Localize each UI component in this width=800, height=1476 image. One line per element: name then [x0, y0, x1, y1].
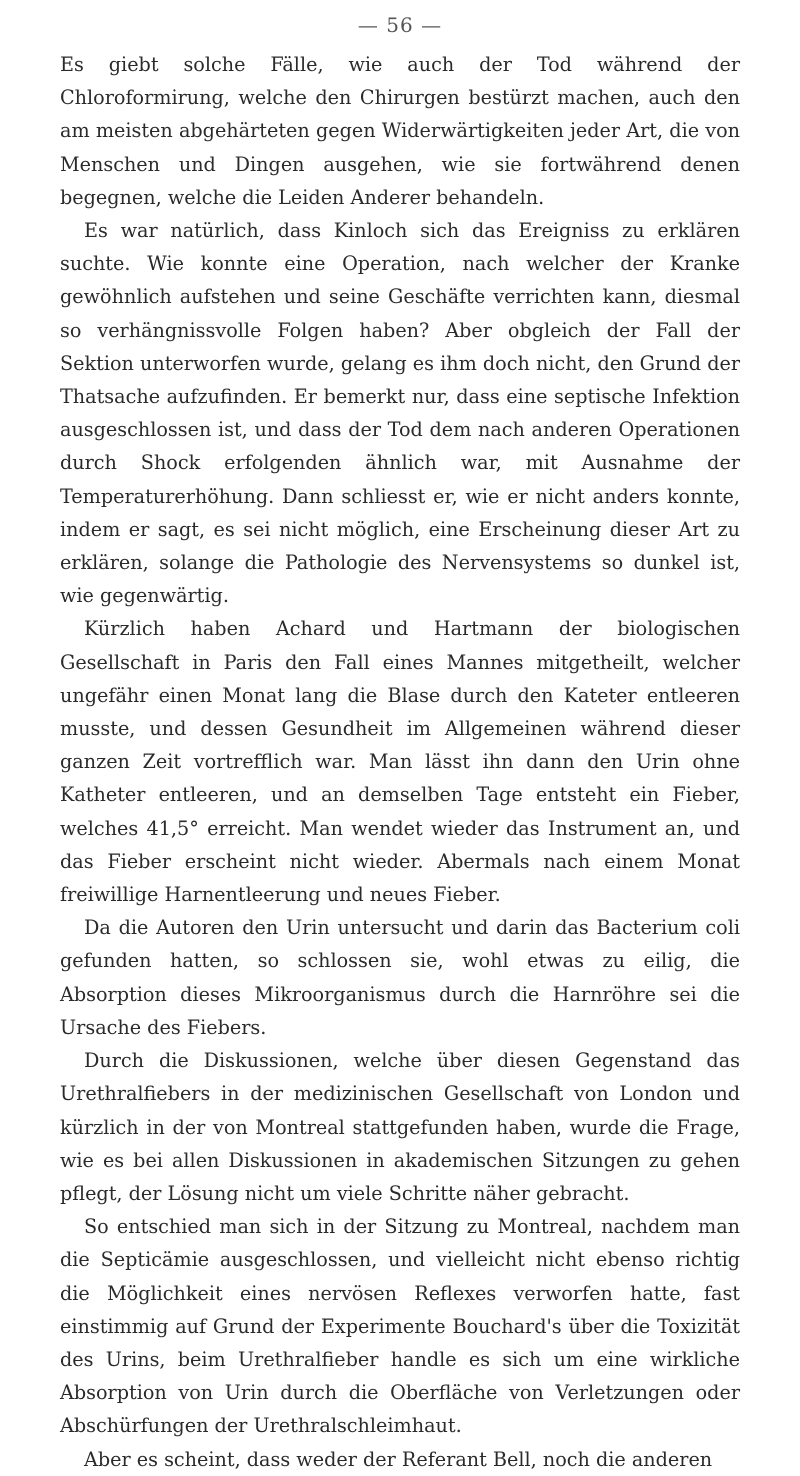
paragraph: Es war natürlich, dass Kinloch sich das Ereigniss zu erklären suchte. Wie konnte eine Operation, nach welcher der Kranke gewöhnlich aufstehen und seine Geschäfte verrichten kann, diesmal so verhängnissvolle Folgen haben? Aber obgleich der Fall der Sektion unterworfen wurde, gelang es ihm doch nicht, den Grund der Thatsache aufzufinden. Er bemerkt nur, dass eine septische Infektion ausgeschlossen ist, und dass der Tod dem nach anderen Operationen durch Shock erfolgenden ähnlich war, mit Ausnahme der Temperaturerhöhung. Dann schliesst er, wie er nicht anders konnte, indem er sagt, es sei nicht möglich, eine Erscheinung dieser Art zu erklären, solange die Pathologie des Nervensystems so dunkel ist, wie gegenwärtig.	[60, 219, 740, 608]
book-page	[60, 12, 740, 1476]
paragraph: Es giebt solche Fälle, wie auch der Tod während der Chloroformirung, welche den Chirurgen bestürzt machen, auch den am meisten abgehärteten gegen Widerwärtigkeiten jeder Art, die von Menschen und Dingen ausgehen, wie sie fortwährend denen begegnen, welche die Leiden Anderer behandeln.	[60, 53, 740, 209]
paragraph: So entschied man sich in der Sitzung zu Montreal, nachdem man die Septicämie ausgeschlossen, und vielleicht nicht ebenso richtig die Möglichkeit eines nervösen Reflexes verworfen hatte, fast einstimmig auf Grund der Experimente Bouchard's über die Toxizität des Urins, beim Urethralfieber handle es sich um eine wirkliche Absorption von Urin durch die Oberfläche von Verletzungen oder Abschürfungen der Urethralschleimhaut.	[60, 1215, 740, 1438]
paragraph: Da die Autoren den Urin untersucht und darin das Bacterium coli gefunden hatten, so schlossen sie, wohl etwas zu eilig, die Absorption dieses Mikroorganismus durch die Harnröhre sei die Ursache des Fiebers.	[60, 916, 740, 1039]
paragraph: Kürzlich haben Achard und Hartmann der biologischen Gesellschaft in Paris den Fall eines Mannes mitgetheilt, welcher ungefähr einen Monat lang die Blase durch den Kateter entleeren musste, und dessen Gesundheit im Allgemeinen während dieser ganzen Zeit vortrefflich war. Man lässt ihn dann den Urin ohne Katheter entleeren, und an demselben Tage entsteht ein Fieber, welches 41,5° erreicht. Man wendet wieder das Instrument an, und das Fieber erscheint nicht wieder. Abermals nach einem Monat freiwillige Harnentleerung und neues Fieber.	[60, 617, 740, 907]
body-text	[60, 48, 740, 1476]
paragraph: Durch die Diskussionen, welche über diesen Gegenstand das Urethralfiebers in der medizinischen Gesellschaft von London und kürzlich in der von Montreal stattgefunden haben, wurde die Frage, wie es bei allen Diskussionen in akademischen Sitzungen zu gehen pflegt, der Lösung nicht um viele Schritte näher gebracht.	[60, 1049, 740, 1205]
paragraph: Aber es scheint, dass weder der Referant Bell, noch die anderen	[84, 1447, 713, 1471]
page-number: — 56 —	[357, 13, 443, 37]
